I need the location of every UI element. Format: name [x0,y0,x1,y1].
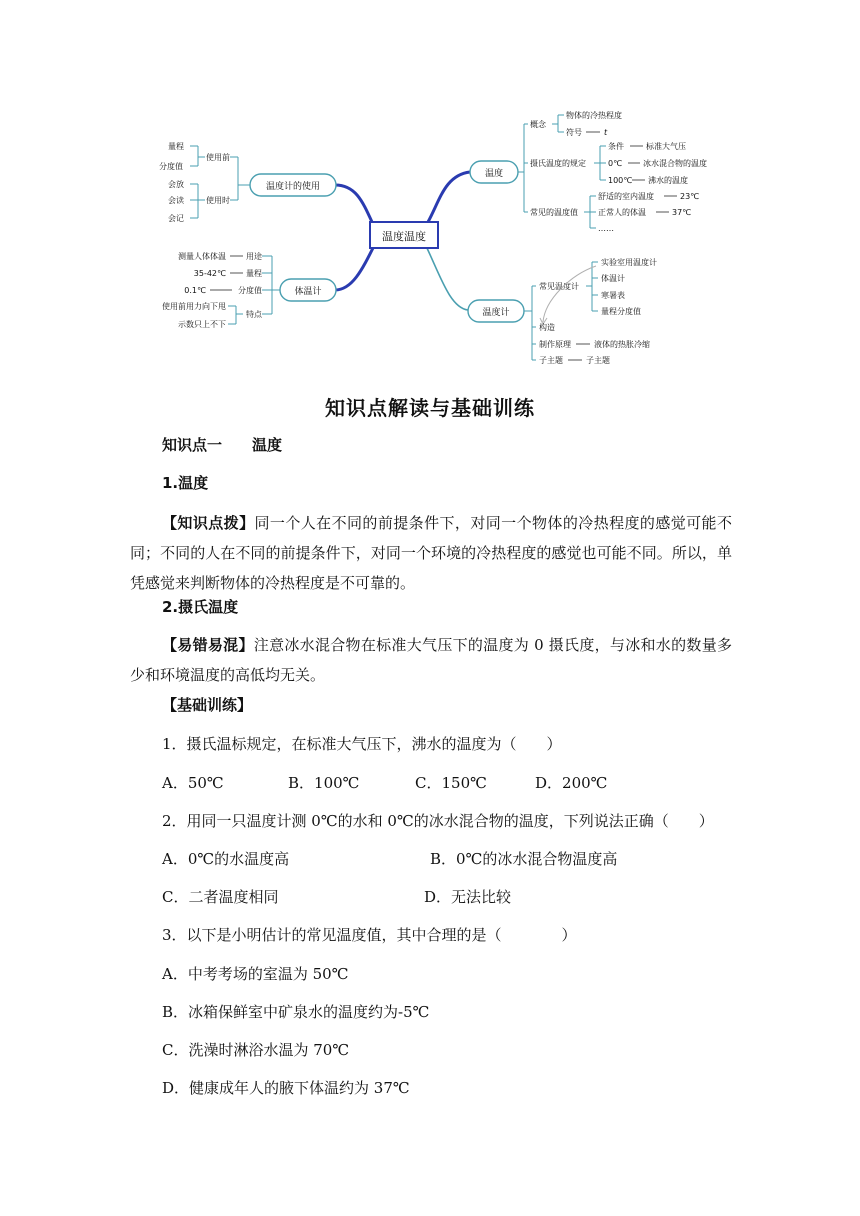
page-title: 知识点解读与基础训练 [325,396,535,420]
thermometer-structure-label: 构造 [539,323,555,332]
mind-map [0,0,860,380]
usage-before-bracket [190,146,205,166]
temperature-celsius-bracket [594,146,606,180]
usage-before-item-1: 量程 [168,142,184,151]
thermometer-principle-value: 液体的热胀冷缩 [594,340,650,349]
usage-branch-lines [230,157,250,200]
clinical-branch-lines [262,256,280,314]
temperature-celsius-label: 摄氏温度的规定 [530,159,586,168]
trunk-to-thermometer [426,246,468,310]
thermometer-subtopic-label: 子主题 [539,356,563,365]
q2-option-a[interactable]: A．0℃的水温度高 [162,850,290,868]
temperature-concept-bracket [552,115,564,132]
q1-option-b[interactable]: B．100℃ [288,774,360,792]
q2-option-d[interactable]: D．无法比较 [424,888,512,906]
q2-option-b[interactable]: B．0℃的冰水混合物温度高 [430,850,618,868]
thermometer-principle-label: 制作原理 [539,340,571,349]
temperature-concept-item-2: 符号 [566,128,582,137]
clinical-node-label: 体温计 [294,287,322,297]
common-item-2-right: 37℃ [672,208,692,217]
q1-option-d[interactable]: D．200℃ [535,774,608,792]
clinical-row-1-right: 用途 [246,252,262,261]
mind-map-canvas [0,0,860,380]
center-node-label: 温度温度 [382,230,426,243]
q3-option-d[interactable]: D．健康成年人的腋下体温约为 37℃ [162,1079,410,1097]
trunk-to-clinical [335,246,374,290]
clinical-feature-bracket [228,306,243,324]
question-2-stem: 2．用同一只温度计测 0℃的水和 0℃的冰水混合物的温度，下列说法正确（ ） [162,812,714,830]
q3-option-c[interactable]: C．洗澡时淋浴水温为 70℃ [162,1041,350,1059]
q3-option-b[interactable]: B．冰箱保鲜室中矿泉水的温度约为-5℃ [162,1003,430,1021]
usage-during-item-2: 会读 [168,196,184,205]
clinical-row-3-left: 0.1℃ [184,286,206,295]
subheading-celsius: 2.摄氏温度 [162,598,239,616]
common-item-1-right: 23℃ [680,192,700,201]
usage-before-label: 使用前 [206,153,230,162]
q3-option-a[interactable]: A．中考考场的室温为 50℃ [162,965,349,983]
tip-tag-2: 【易错易混】 [162,636,254,654]
clinical-feature-item-1: 使用前用力向下甩 [162,302,226,311]
temperature-node-label: 温度 [484,169,504,179]
celsius-item-2-left: 0℃ [608,159,623,168]
tip-tag-1: 【知识点拨】 [162,514,255,532]
clinical-feature-label: 特点 [246,310,262,319]
temperature-symbol: t [604,128,608,137]
question-3-stem: 3．以下是小明估计的常见温度值，其中合理的是（ ） [162,926,577,944]
thermometer-common-item-3: 寒暑表 [601,291,625,300]
subheading-temperature: 1.温度 [162,474,209,492]
training-heading: 【基础训练】 [162,696,253,714]
temperature-common-label: 常见的温度值 [530,208,578,217]
q1-option-a[interactable]: A．50℃ [162,774,224,792]
common-item-1-left: 舒适的室内温度 [598,192,654,201]
temperature-common-bracket [584,196,596,228]
common-item-3-left: …… [598,224,614,233]
tip-paragraph-1 [130,508,732,598]
clinical-row-1-left: 测量人体体温 [178,252,226,261]
clinical-feature-item-2: 示数只上不下 [178,320,226,329]
clinical-row-3-right: 分度值 [238,286,262,295]
celsius-item-3-left: 100℃ [608,176,633,185]
usage-before-item-2: 分度值 [159,162,183,171]
q2-option-c[interactable]: C．二者温度相同 [162,888,279,906]
usage-during-item-1: 会放 [168,180,184,189]
thermometer-common-label: 常见温度计 [539,282,579,291]
usage-during-bracket [190,184,205,218]
usage-during-label: 使用时 [206,196,230,205]
tip-text-1: 同一个人在不同的前提条件下，对同一个物体的冷热程度的感觉可能不同；不同的人在不同的前提条件下，对同一个环境的冷热程度的感觉也可能不同。所以，单凭感觉来判断物体的冷热程度是不可靠的。 [130,514,732,592]
thermometer-common-item-2: 体温计 [601,274,625,283]
celsius-item-1-right: 标准大气压 [646,142,686,151]
thermometer-node-label: 温度计 [482,308,510,318]
temperature-concept-item-1: 物体的冷热程度 [566,111,622,120]
section-heading: 知识点一 温度 [162,436,283,454]
celsius-item-2-right: 冰水混合物的温度 [643,159,707,168]
temperature-branch-lines [518,124,528,212]
common-item-2-left: 正常人的体温 [598,208,646,217]
usage-during-item-3: 会记 [168,214,184,223]
trunk-to-usage [335,185,372,222]
temperature-concept-label: 概念 [530,120,546,129]
celsius-item-3-right: 沸水的温度 [648,176,688,185]
tip-text-2: 注意冰水混合物在标准大气压下的温度为 0 摄氏度，与冰和水的数量多少和环境温度的高低均无关。 [130,636,732,684]
clinical-row-2-left: 35-42℃ [193,269,226,278]
thermometer-common-item-1: 实验室用温度计 [601,258,657,267]
relation-arrow [543,266,596,322]
usage-node-label: 温度计的使用 [265,182,321,192]
thermometer-subtopic-value: 子主题 [586,356,610,365]
q1-option-c[interactable]: C．150℃ [415,774,487,792]
thermometer-branch-lines [524,286,536,360]
tip-paragraph-2 [130,630,732,690]
question-1-stem: 1．摄氏温标规定，在标准大气压下，沸水的温度为（ ） [162,735,562,753]
trunk-to-temperature [428,172,470,222]
clinical-row-2-right: 量程 [246,269,262,278]
thermometer-common-item-4: 量程分度值 [601,307,641,316]
celsius-item-1-left: 条件 [608,142,624,151]
